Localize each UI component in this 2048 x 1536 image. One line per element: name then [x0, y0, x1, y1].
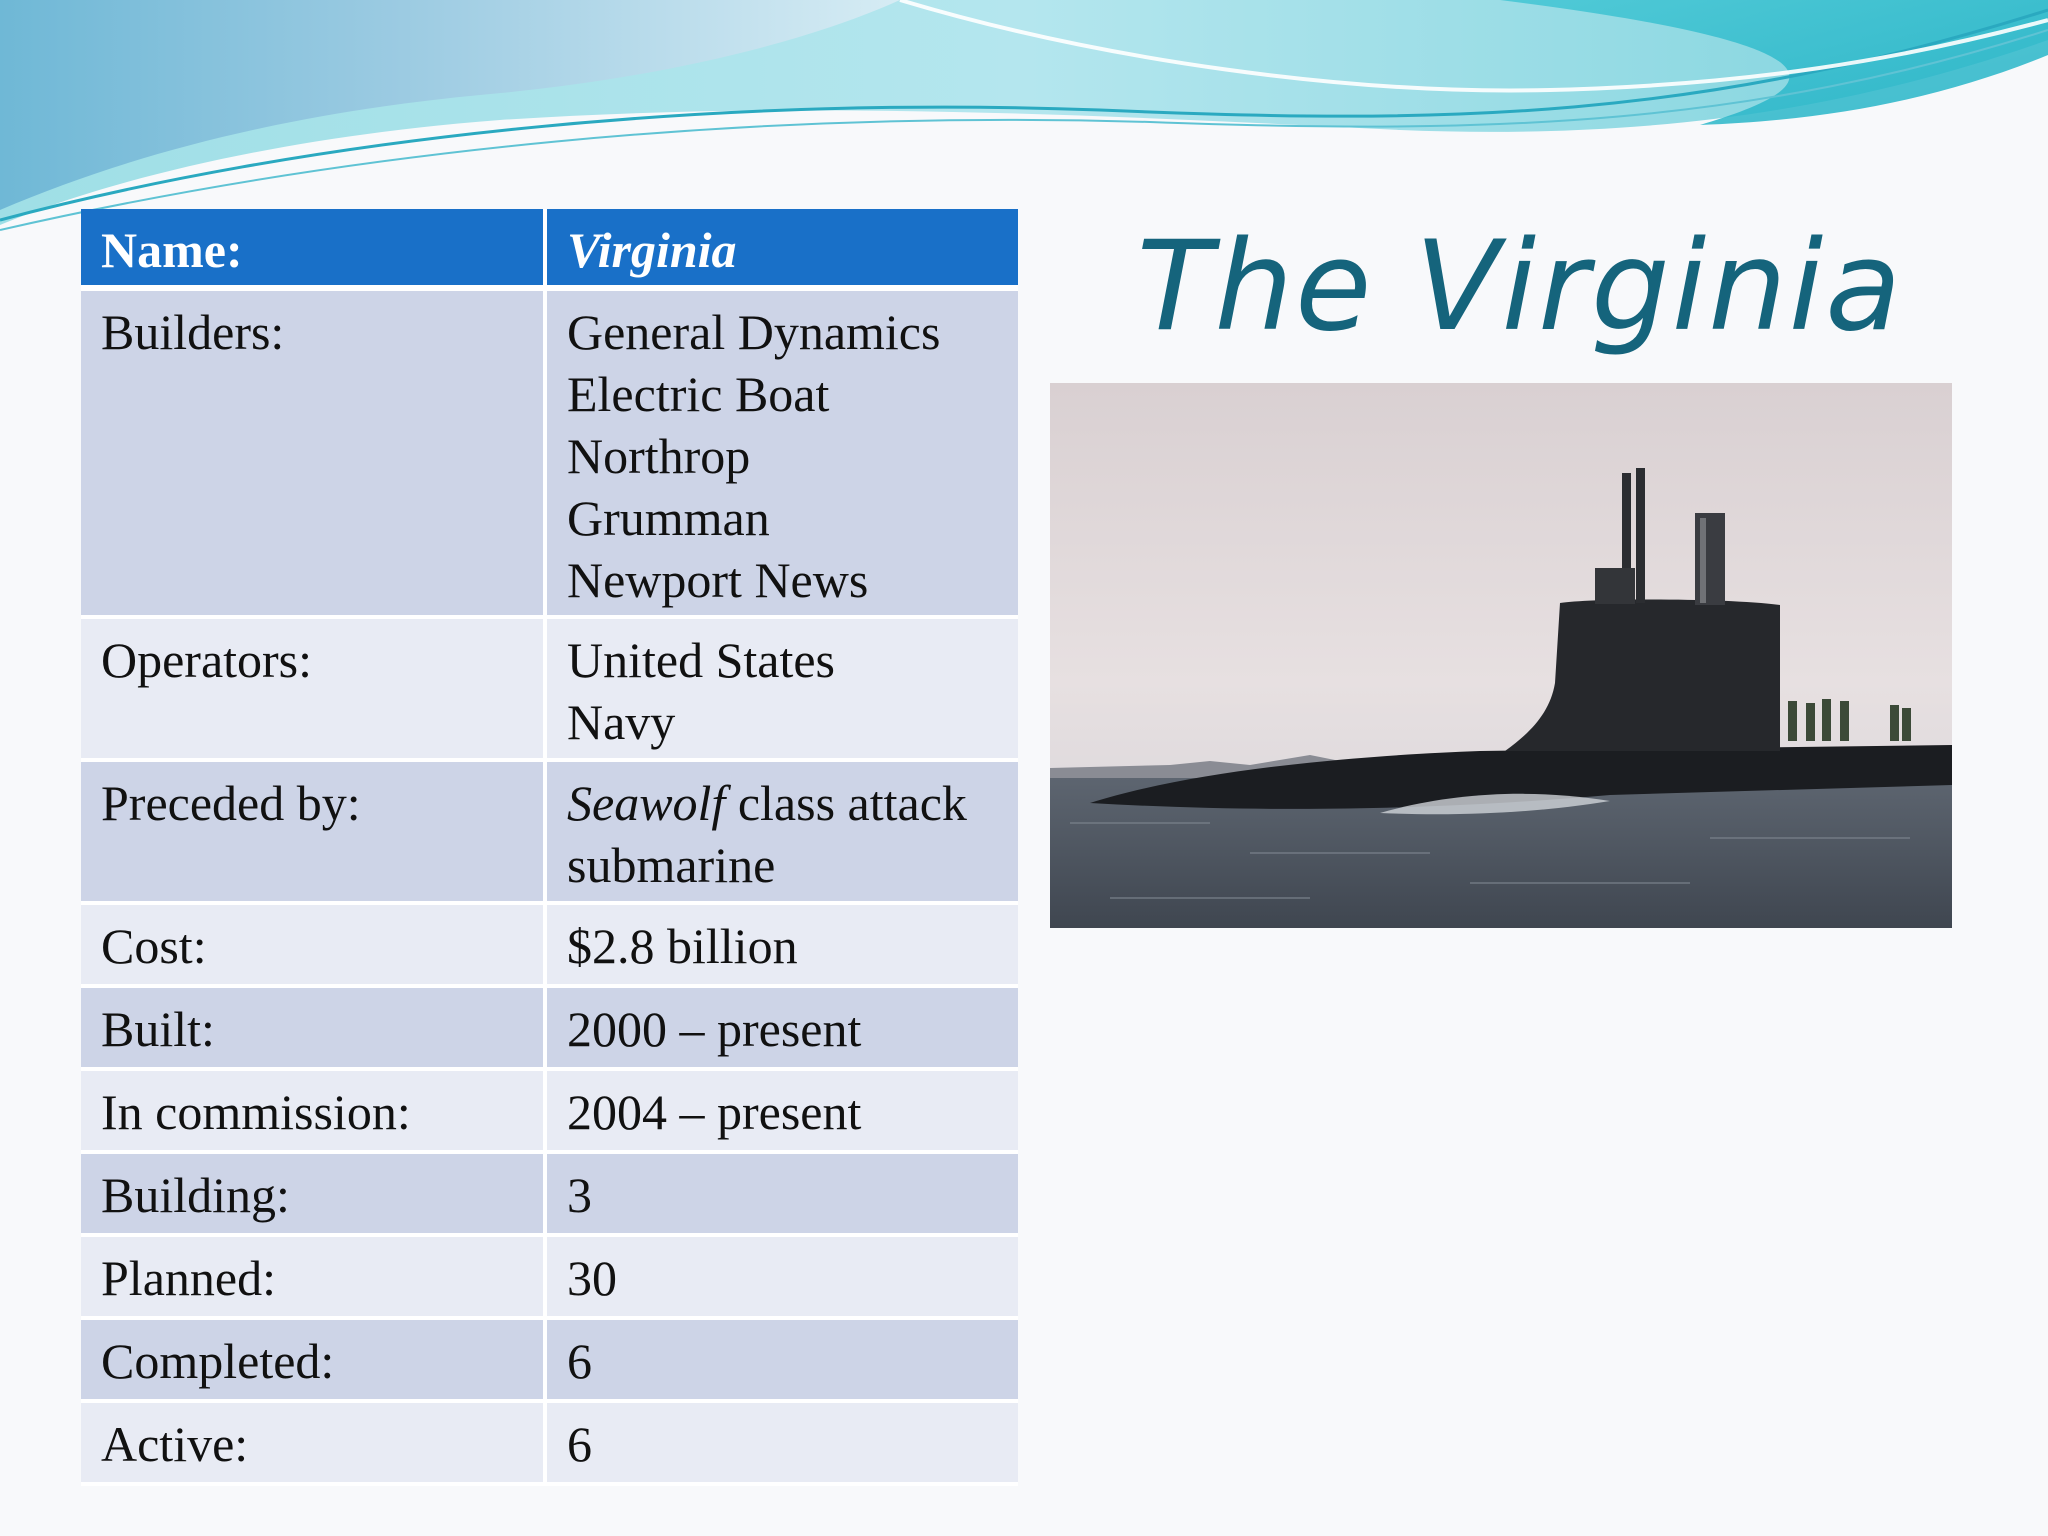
- row-value: 6: [547, 1403, 1018, 1486]
- table-row-completed: [81, 1320, 1018, 1403]
- table-row-in-commission: [81, 1071, 1018, 1154]
- row-label: Completed:: [81, 1320, 547, 1403]
- row-value: General Dynamics Electric Boat Northrop Grumman Newport News: [547, 291, 1018, 619]
- header-value: Virginia: [547, 209, 1018, 291]
- row-value: 6: [547, 1320, 1018, 1403]
- wave-banner: [0, 0, 2048, 240]
- row-label: Cost:: [81, 905, 547, 988]
- specs-table: [81, 209, 1018, 1486]
- row-value-italic: Seawolf: [567, 775, 726, 831]
- row-label: Building:: [81, 1154, 547, 1237]
- table-row-active: [81, 1403, 1018, 1486]
- table-row-built: [81, 988, 1018, 1071]
- table-row-builders: [81, 291, 1018, 619]
- slide-title: The Virginia: [1136, 215, 1904, 359]
- row-value: 2004 – present: [547, 1071, 1018, 1154]
- row-label: Planned:: [81, 1237, 547, 1320]
- table-row-building: [81, 1154, 1018, 1237]
- row-label: Builders:: [81, 291, 547, 619]
- submarine-photo: [1050, 383, 1952, 928]
- row-label: Preceded by:: [81, 762, 547, 905]
- table-row-cost: [81, 905, 1018, 988]
- row-value: 3: [547, 1154, 1018, 1237]
- table-row-preceded-by: [81, 762, 1018, 905]
- header-label: Name:: [81, 209, 547, 291]
- table-header-row: [81, 209, 1018, 291]
- row-value: 30: [547, 1237, 1018, 1320]
- row-value-rest: class attack submarine: [567, 775, 967, 893]
- row-label: Built:: [81, 988, 547, 1071]
- row-value: $2.8 billion: [547, 905, 1018, 988]
- table-row-operators: [81, 619, 1018, 762]
- row-label: Operators:: [81, 619, 547, 762]
- row-label: In commission:: [81, 1071, 547, 1154]
- row-value: [547, 762, 1018, 905]
- table-row-planned: [81, 1237, 1018, 1320]
- row-value: 2000 – present: [547, 988, 1018, 1071]
- row-value: United States Navy: [547, 619, 1018, 762]
- row-label: Active:: [81, 1403, 547, 1486]
